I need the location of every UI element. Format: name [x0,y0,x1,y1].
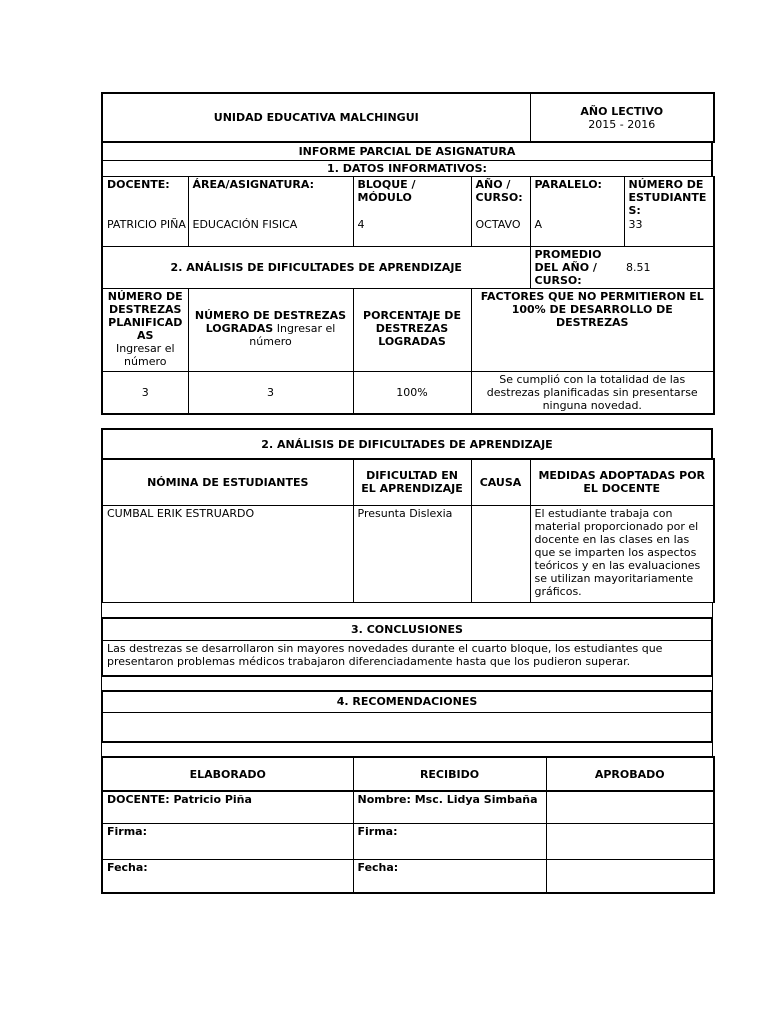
conclusions-section [101,617,713,676]
col-logradas-header [188,289,353,372]
elaborado-firma: Firma: [102,823,353,859]
logradas-value: 3 [188,372,353,415]
bloque-label: BLOQUE / MÓDULO [357,178,416,204]
header-row [101,92,713,141]
field-curso [471,177,530,247]
students-table [101,458,713,603]
conclusions-title: 3. CONCLUSIONES [102,618,712,640]
factores-value: Se cumplió con la totalidad de las destrezas planificadas sin presentarse ninguna novedad. [471,372,714,415]
planificadas-title: NÚMERO DE DESTREZAS PLANIFICADAS [107,290,183,342]
field-area [188,177,353,247]
report-title-row [101,141,713,160]
area-value: EDUCACIÓN FISICA [192,218,298,231]
paralelo-value: A [534,218,543,231]
info-fields-row [101,176,713,246]
medidas-header: MEDIDAS ADOPTADAS POR EL DOCENTE [530,459,714,506]
curso-value: OCTAVO [475,218,521,231]
planificadas-hint: Ingresar el número [115,342,175,368]
recibido-fecha: Fecha: [353,859,546,893]
field-paralelo [530,177,624,247]
dificultad-header: DIFICULTAD EN EL APRENDIZAJE [353,459,471,506]
school-year-cell [530,93,714,142]
analysis-title: 2. ANÁLISIS DE DIFICULTADES DE APRENDIZAJE [102,247,530,289]
students-title-row [101,428,713,458]
analysis-title-row [101,246,713,288]
elaborado-fecha: Fecha: [102,859,353,893]
aprobado-fecha [546,859,714,893]
spacer-2 [101,676,713,690]
students-title: 2. ANÁLISIS DE DIFICULTADES DE APRENDIZAJE [102,429,712,459]
numero-label: NÚMERO DE ESTUDIANTES: [628,178,707,217]
analysis-table [101,288,713,414]
student-causa [471,506,530,603]
nomina-header: NÓMINA DE ESTUDIANTES [102,459,353,506]
conclusions-text: Las destrezas se desarrollaron sin mayores novedades durante el cuarto bloque, los estudiantes que presentaron problemas médicos trabajaron diferenciadamente hasta que los pudieron superar. [102,640,712,676]
curso-label: AÑO / CURSO: [475,178,523,204]
field-bloque [353,177,471,247]
student-name: CUMBAL ERIK ESTRUARDO [102,506,353,603]
paralelo-label: PARALELO: [534,178,602,191]
report-title: INFORME PARCIAL DE ASIGNATURA [102,142,712,161]
section1-title: 1. DATOS INFORMATIVOS: [102,161,712,177]
recibido-nombre: Nombre: Msc. Lidya Simbaña [353,791,546,823]
year-value: 2015 - 2016 [588,117,656,131]
planificadas-value: 3 [102,372,188,415]
elaborado-header: ELABORADO [102,757,353,791]
promedio-label: PROMEDIO DEL AÑO / CURSO: [530,247,622,289]
field-docente [102,177,188,247]
recommendations-text [102,712,712,742]
aprobado-header: APROBADO [546,757,714,791]
porcentaje-value: 100% [353,372,471,415]
recommendations-section [101,690,713,742]
porcentaje-header: PORCENTAJE DE DESTREZAS LOGRADAS [353,289,471,372]
spacer-1 [101,603,713,617]
aprobado-firma [546,823,714,859]
signatures-table [101,756,713,893]
year-label: AÑO LECTIVO [580,104,664,118]
area-label: ÁREA/ASIGNATURA: [192,178,314,191]
aprobado-nombre [546,791,714,823]
docente-label: DOCENTE: [107,178,170,191]
promedio-value: 8.51 [622,247,714,289]
numero-value: 33 [628,218,643,231]
docente-value: PATRICIO PIÑA [107,218,186,231]
elaborado-docente: DOCENTE: Patricio Piña [102,791,353,823]
school-name-cell: UNIDAD EDUCATIVA MALCHINGUI [102,93,530,142]
logradas-title: NÚMERO DE DESTREZAS LOGRADAS [194,309,347,335]
spacer-3 [101,742,713,756]
causa-header: CAUSA [471,459,530,506]
section1-row [101,160,713,176]
field-numero [624,177,714,247]
student-medidas: El estudiante trabaja con material proporcionado por el docente en las clases en las que se imparten los aspectos teóricos y en las evaluaciones se utilizan mayoritariamente gráficos. [530,506,714,603]
recibido-firma: Firma: [353,823,546,859]
logradas-hint: Ingresar el número [249,322,336,348]
bloque-value: 4 [357,218,365,231]
recommendations-title: 4. RECOMENDACIONES [102,691,712,712]
student-dificultad: Presunta Dislexia [353,506,471,603]
recibido-header: RECIBIDO [353,757,546,791]
factores-header: FACTORES QUE NO PERMITIERON EL 100% DE DESARROLLO DE DESTREZAS [471,289,714,372]
col-planificadas-header [102,289,188,372]
